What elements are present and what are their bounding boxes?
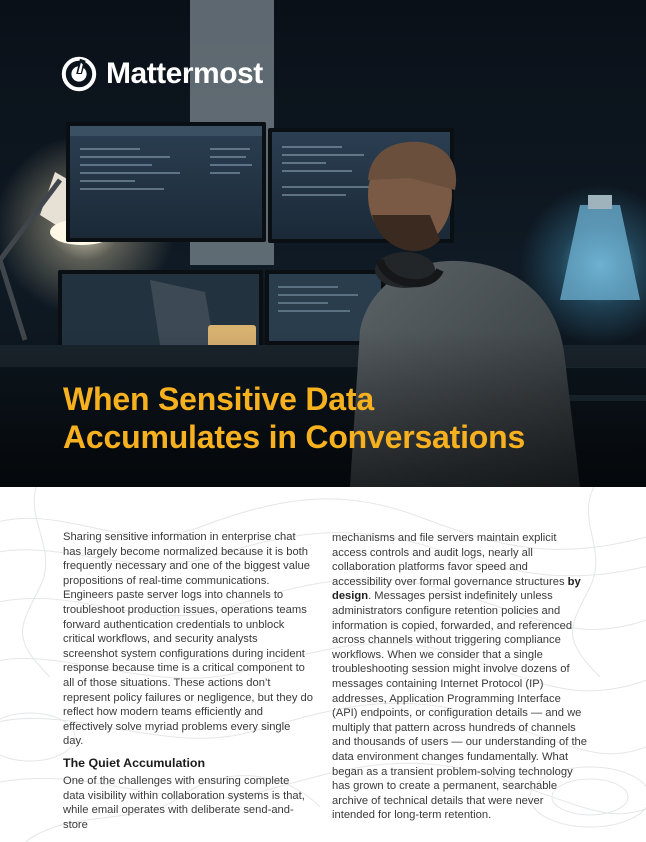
headline-line-2: Accumulates in Conversations [63, 419, 526, 455]
paragraph-text-part1: mechanisms and file servers maintain explicit access controls and audit logs, nearly all collaboration platforms favor speed and accessibility over formal governance structures [332, 532, 568, 588]
brand-logo [60, 55, 263, 93]
brand-wordmark: Mattermost [106, 57, 263, 90]
article-body [0, 487, 646, 842]
intro-paragraph: Sharing sensitive information in enterprise chat has largely become normalized because it is both frequently necessary and one of the biggest value propositions of real-time communications. Engineers paste server logs into channels to troubleshoot production issues, operations teams forward authentication credentials to unblock critical workflows, and security analysts screenshot system configurations during incident response because time is a critical component to all of those situations. These actions don’t represent policy failures or negligence, but they do reflect how modern teams efficiently and effectively solve myriad problems every single day. [63, 531, 314, 748]
section-heading: The Quiet Accumulation [63, 755, 206, 770]
paragraph-text-part2: . Messages persist indefinitely unless administrators configure retention policies and information is copied, forwarded, and referenced across channels without triggering compliance workflows. When we consider that a single troubleshooting session might involve dozens of messages containing Internet Protocol (IP) addresses, Application Programming Interface (API) endpoints, or configuration details — and we multiply that pattern across hundreds of channels and thousands of users — our understanding of the data environment changes fundamentally. What began as a transient problem-solving technology has grown to create a permanent, searchable archive of technical details that were never intended for long-term retention. [332, 590, 587, 822]
emphasis-by-design: by design [332, 575, 581, 603]
section-paragraph-continued [332, 531, 588, 823]
article-column-left [63, 530, 313, 832]
headline-line-1: When Sensitive Data [63, 381, 374, 417]
article-column-right [332, 531, 588, 823]
page-title [63, 380, 623, 456]
section-paragraph-start: One of the challenges with ensuring complete data visibility within collaboration systems is that, while email operates with deliberate send-and-store [63, 774, 305, 831]
mattermost-logo-icon [60, 55, 98, 93]
